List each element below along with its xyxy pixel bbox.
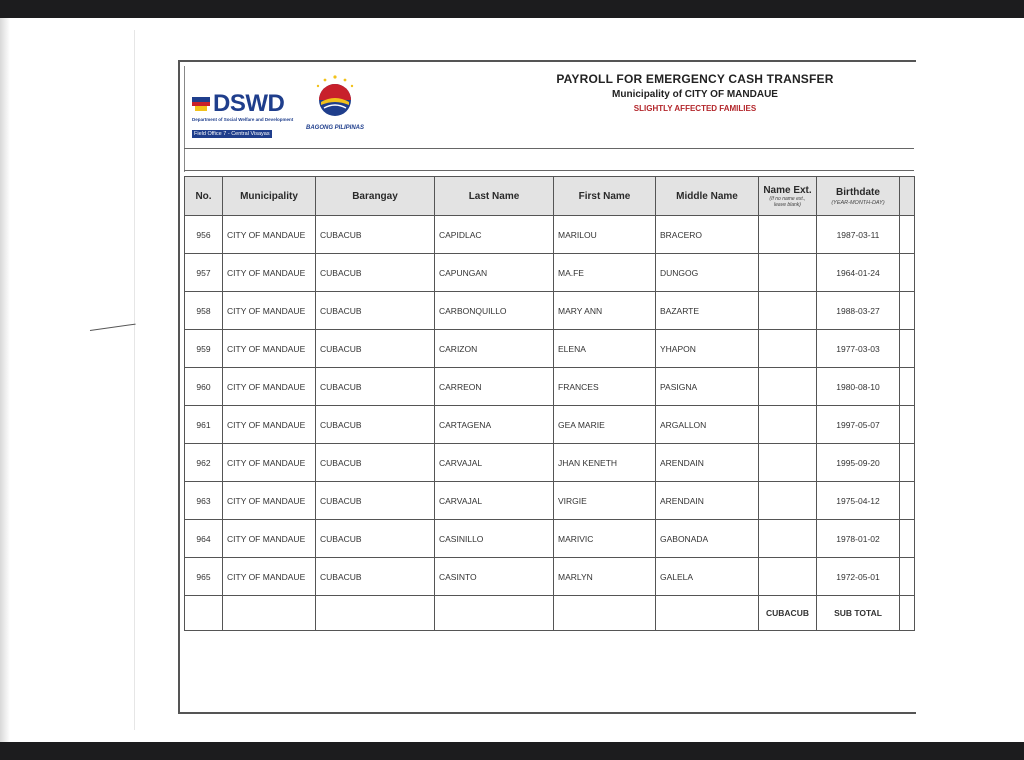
subtotal-empty-cell bbox=[316, 596, 435, 631]
cell-middle-name: PASIGNA bbox=[656, 368, 759, 406]
cell-birthdate: 1995-09-20 bbox=[817, 444, 900, 482]
cell-no: 961 bbox=[185, 406, 223, 444]
cell-middle-name: GALELA bbox=[656, 558, 759, 596]
cell-barangay: CUBACUB bbox=[316, 254, 435, 292]
cell-name-ext bbox=[759, 406, 817, 444]
cell-municipality: CITY OF MANDAUE bbox=[223, 216, 316, 254]
cell-name-ext bbox=[759, 254, 817, 292]
cell-last-name: CAPUNGAN bbox=[435, 254, 554, 292]
payroll-table bbox=[184, 176, 915, 631]
col-header-barangay: Barangay bbox=[316, 177, 435, 216]
header-divider bbox=[184, 148, 914, 149]
category-heading: SLIGHTLY AFFECTED FAMILIES bbox=[633, 104, 757, 113]
cell-no: 958 bbox=[185, 292, 223, 330]
cell-municipality: CITY OF MANDAUE bbox=[223, 520, 316, 558]
cell-last-name: CASINILLO bbox=[435, 520, 554, 558]
cell-cut-off bbox=[900, 368, 915, 406]
cell-cut-off bbox=[900, 330, 915, 368]
cell-no: 960 bbox=[185, 368, 223, 406]
cell-last-name: CARTAGENA bbox=[435, 406, 554, 444]
col-header-first-name: First Name bbox=[554, 177, 656, 216]
subtotal-row bbox=[185, 596, 915, 631]
cell-first-name: ELENA bbox=[554, 330, 656, 368]
cell-cut-off bbox=[900, 406, 915, 444]
document-title-block bbox=[520, 72, 870, 113]
cell-barangay: CUBACUB bbox=[316, 216, 435, 254]
cell-no: 959 bbox=[185, 330, 223, 368]
cell-last-name: CASINTO bbox=[435, 558, 554, 596]
cell-cut-off bbox=[900, 254, 915, 292]
cell-name-ext bbox=[759, 444, 817, 482]
cell-cut-off bbox=[900, 558, 915, 596]
cell-birthdate: 1972-05-01 bbox=[817, 558, 900, 596]
cell-municipality: CITY OF MANDAUE bbox=[223, 368, 316, 406]
cell-last-name: CAPIDLAC bbox=[435, 216, 554, 254]
table-row bbox=[185, 520, 915, 558]
cell-middle-name: DUNGOG bbox=[656, 254, 759, 292]
subtotal-label: SUB TOTAL bbox=[817, 596, 900, 631]
cell-last-name: CARIZON bbox=[435, 330, 554, 368]
municipality-heading: Municipality of CITY OF MANDAUE bbox=[612, 89, 778, 100]
page-fold-line bbox=[134, 30, 135, 730]
col-header-no: No. bbox=[185, 177, 223, 216]
cell-municipality: CITY OF MANDAUE bbox=[223, 482, 316, 520]
cell-municipality: CITY OF MANDAUE bbox=[223, 558, 316, 596]
name-ext-label: Name Ext. bbox=[763, 184, 812, 196]
cell-barangay: CUBACUB bbox=[316, 520, 435, 558]
top-viewer-bar bbox=[0, 0, 1024, 18]
cell-birthdate: 1964-01-24 bbox=[817, 254, 900, 292]
subtotal-empty-cell bbox=[656, 596, 759, 631]
subtotal-empty-cell bbox=[185, 596, 223, 631]
table-header-row bbox=[185, 177, 915, 216]
page-edge-shadow bbox=[0, 18, 10, 742]
cell-first-name: MARLYN bbox=[554, 558, 656, 596]
table-row bbox=[185, 368, 915, 406]
cell-middle-name: ARGALLON bbox=[656, 406, 759, 444]
cell-barangay: CUBACUB bbox=[316, 406, 435, 444]
subtotal-empty-cell bbox=[554, 596, 656, 631]
cell-cut-off bbox=[900, 216, 915, 254]
cell-last-name: CARBONQUILLO bbox=[435, 292, 554, 330]
cell-first-name: GEA MARIE bbox=[554, 406, 656, 444]
cell-name-ext bbox=[759, 520, 817, 558]
table-row bbox=[185, 292, 915, 330]
dswd-emblem-icon bbox=[192, 96, 210, 112]
cell-middle-name: ARENDAIN bbox=[656, 482, 759, 520]
cell-first-name: MA.FE bbox=[554, 254, 656, 292]
col-header-birthdate bbox=[817, 177, 900, 216]
cell-name-ext bbox=[759, 292, 817, 330]
cell-first-name: JHAN KENETH bbox=[554, 444, 656, 482]
birthdate-format-note: (YEAR-MONTH-DAY) bbox=[831, 199, 885, 206]
col-header-name-ext bbox=[759, 177, 817, 216]
cell-barangay: CUBACUB bbox=[316, 368, 435, 406]
cell-name-ext bbox=[759, 330, 817, 368]
cell-barangay: CUBACUB bbox=[316, 482, 435, 520]
header-divider-lower bbox=[184, 170, 914, 171]
cell-cut-off bbox=[900, 520, 915, 558]
cell-last-name: CARVAJAL bbox=[435, 444, 554, 482]
cell-cut-off bbox=[900, 444, 915, 482]
bagong-pilipinas-logo bbox=[302, 72, 368, 131]
cell-no: 962 bbox=[185, 444, 223, 482]
cell-birthdate: 1975-04-12 bbox=[817, 482, 900, 520]
bagong-pilipinas-caption: BAGONG PILIPINAS bbox=[305, 125, 364, 131]
bagong-pilipinas-emblem-icon bbox=[309, 72, 361, 118]
cell-first-name: MARILOU bbox=[554, 216, 656, 254]
cell-first-name: VIRGIE bbox=[554, 482, 656, 520]
pen-mark bbox=[90, 324, 136, 331]
cell-first-name: FRANCES bbox=[554, 368, 656, 406]
field-office-label: Field Office 7 - Central Visayas bbox=[194, 131, 270, 137]
cell-name-ext bbox=[759, 368, 817, 406]
cell-last-name: CARREON bbox=[435, 368, 554, 406]
cell-first-name: MARY ANN bbox=[554, 292, 656, 330]
agency-full-name: Department of Social Welfare and Development bbox=[192, 117, 294, 122]
cell-first-name: MARIVIC bbox=[554, 520, 656, 558]
cell-birthdate: 1980-08-10 bbox=[817, 368, 900, 406]
cell-no: 963 bbox=[185, 482, 223, 520]
dswd-logo bbox=[192, 92, 292, 140]
name-ext-note: (If no name ext., leave blank) bbox=[769, 195, 806, 208]
cell-birthdate: 1977-03-03 bbox=[817, 330, 900, 368]
cell-municipality: CITY OF MANDAUE bbox=[223, 406, 316, 444]
document-title: PAYROLL FOR EMERGENCY CASH TRANSFER bbox=[556, 72, 834, 86]
cell-barangay: CUBACUB bbox=[316, 444, 435, 482]
cell-middle-name: GABONADA bbox=[656, 520, 759, 558]
cell-barangay: CUBACUB bbox=[316, 292, 435, 330]
cell-name-ext bbox=[759, 558, 817, 596]
cell-name-ext bbox=[759, 216, 817, 254]
cell-middle-name: BRACERO bbox=[656, 216, 759, 254]
table-row bbox=[185, 558, 915, 596]
cell-cut-off bbox=[900, 292, 915, 330]
cell-birthdate: 1978-01-02 bbox=[817, 520, 900, 558]
dswd-logo-text: DSWD bbox=[213, 90, 285, 117]
cell-no: 965 bbox=[185, 558, 223, 596]
cell-no: 964 bbox=[185, 520, 223, 558]
col-header-last-name: Last Name bbox=[435, 177, 554, 216]
cell-name-ext bbox=[759, 482, 817, 520]
col-header-cut-off bbox=[900, 177, 915, 216]
cell-barangay: CUBACUB bbox=[316, 558, 435, 596]
cell-municipality: CITY OF MANDAUE bbox=[223, 254, 316, 292]
cell-municipality: CITY OF MANDAUE bbox=[223, 330, 316, 368]
cell-barangay: CUBACUB bbox=[316, 330, 435, 368]
cell-last-name: CARVAJAL bbox=[435, 482, 554, 520]
table-row bbox=[185, 216, 915, 254]
cell-birthdate: 1988-03-27 bbox=[817, 292, 900, 330]
subtotal-cut-off-cell bbox=[900, 596, 915, 631]
header-border bbox=[184, 66, 185, 172]
cell-middle-name: BAZARTE bbox=[656, 292, 759, 330]
cell-no: 956 bbox=[185, 216, 223, 254]
col-header-middle-name: Middle Name bbox=[656, 177, 759, 216]
table-row bbox=[185, 444, 915, 482]
cell-birthdate: 1987-03-11 bbox=[817, 216, 900, 254]
subtotal-empty-cell bbox=[435, 596, 554, 631]
cell-middle-name: ARENDAIN bbox=[656, 444, 759, 482]
subtotal-empty-cell bbox=[223, 596, 316, 631]
cell-municipality: CITY OF MANDAUE bbox=[223, 292, 316, 330]
table-row bbox=[185, 254, 915, 292]
table-row bbox=[185, 330, 915, 368]
bottom-viewer-bar bbox=[0, 742, 1024, 760]
birthdate-label: Birthdate bbox=[836, 186, 880, 198]
cell-cut-off bbox=[900, 482, 915, 520]
subtotal-barangay: CUBACUB bbox=[759, 596, 817, 631]
cell-birthdate: 1997-05-07 bbox=[817, 406, 900, 444]
table-row bbox=[185, 482, 915, 520]
cell-no: 957 bbox=[185, 254, 223, 292]
col-header-municipality: Municipality bbox=[223, 177, 316, 216]
cell-middle-name: YHAPON bbox=[656, 330, 759, 368]
cell-municipality: CITY OF MANDAUE bbox=[223, 444, 316, 482]
table-row bbox=[185, 406, 915, 444]
